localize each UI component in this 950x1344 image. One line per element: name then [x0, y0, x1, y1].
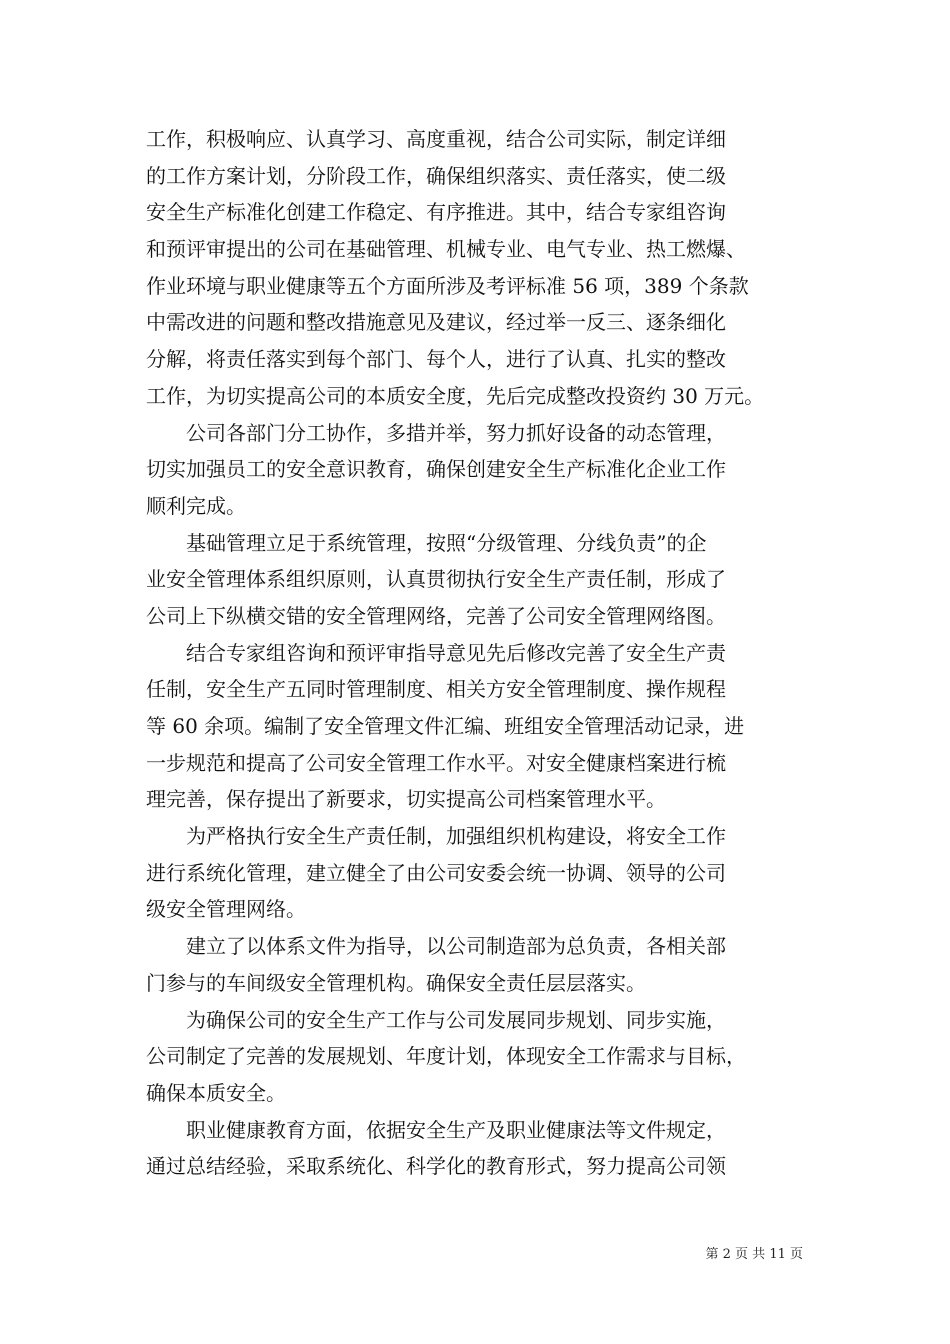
text-line: 理完善，保存提出了新要求，切实提高公司档案管理水平。 — [146, 787, 666, 812]
text-line: 分解，将责任落实到每个部门、每个人，进行了认真、扎实的整改 — [146, 347, 726, 372]
text-line: 任制，安全生产五同时管理制度、相关方安全管理制度、操作规程 — [146, 677, 726, 702]
text-line: 结合专家组咨询和预评审指导意见先后修改完善了安全生产责 — [146, 640, 726, 665]
text-line: 顺利完成。 — [146, 493, 246, 518]
page-number-footer: 第 2 页 共 11 页 — [705, 1247, 803, 1262]
text-line: 确保本质安全。 — [146, 1080, 286, 1105]
text-line: 工作，积极响应、认真学习、高度重视，结合公司实际，制定详细 — [146, 127, 726, 151]
text-line: 为严格执行安全生产责任制，加强组织机构建设，将安全工作 — [146, 824, 726, 849]
text-line: 公司制定了完善的发展规划、年度计划，体现安全工作需求与目标， — [146, 1044, 746, 1069]
text-line: 基础管理立足于系统管理，按照“分级管理、分线负责”的企 — [146, 530, 707, 555]
text-line: 为确保公司的安全生产工作与公司发展同步规划、同步实施， — [146, 1007, 726, 1032]
text-line: 等 60 余项。编制了安全管理文件汇编、班组安全管理活动记录，进 — [146, 714, 745, 738]
text-line: 的工作方案计划，分阶段工作，确保组织落实、责任落实，使二级 — [146, 163, 726, 188]
text-line: 安全生产标准化创建工作稳定、有序推进。其中，结合专家组咨询 — [146, 200, 726, 225]
text-line: 职业健康教育方面，依据安全生产及职业健康法等文件规定， — [146, 1117, 726, 1142]
text-line: 和预评审提出的公司在基础管理、机械专业、电气专业、热工燃爆、 — [146, 237, 746, 262]
text-line: 通过总结经验，采取系统化、科学化的教育形式，努力提高公司领 — [146, 1154, 726, 1179]
text-line: 进行系统化管理，建立健全了由公司安委会统一协调、领导的公司 — [146, 860, 726, 885]
text-line: 业安全管理体系组织原则，认真贯彻执行安全生产责任制，形成了 — [146, 567, 726, 592]
text-line: 一步规范和提高了公司安全管理工作水平。对安全健康档案进行梳 — [146, 750, 726, 775]
text-line: 建立了以体系文件为指导，以公司制造部为总负责，各相关部 — [146, 934, 726, 959]
text-line: 工作，为切实提高公司的本质安全度，先后完成整改投资约 30 万元。 — [146, 383, 765, 408]
text-line: 中需改进的问题和整改措施意见及建议，经过举一反三、逐条细化 — [146, 310, 726, 335]
text-line: 切实加强员工的安全意识教育，确保创建安全生产标准化企业工作 — [146, 457, 726, 482]
text-line: 门参与的车间级安全管理机构。确保安全责任层层落实。 — [146, 970, 646, 995]
text-line: 公司上下纵横交错的安全管理网络，完善了公司安全管理网络图。 — [146, 603, 726, 628]
text-line: 公司各部门分工协作，多措并举，努力抓好设备的动态管理， — [146, 420, 726, 445]
text-line: 级安全管理网络。 — [146, 897, 306, 922]
document-body — [146, 121, 810, 1185]
text-line: 作业环境与职业健康等五个方面所涉及考评标准 56 项，389 个条款 — [146, 273, 749, 298]
